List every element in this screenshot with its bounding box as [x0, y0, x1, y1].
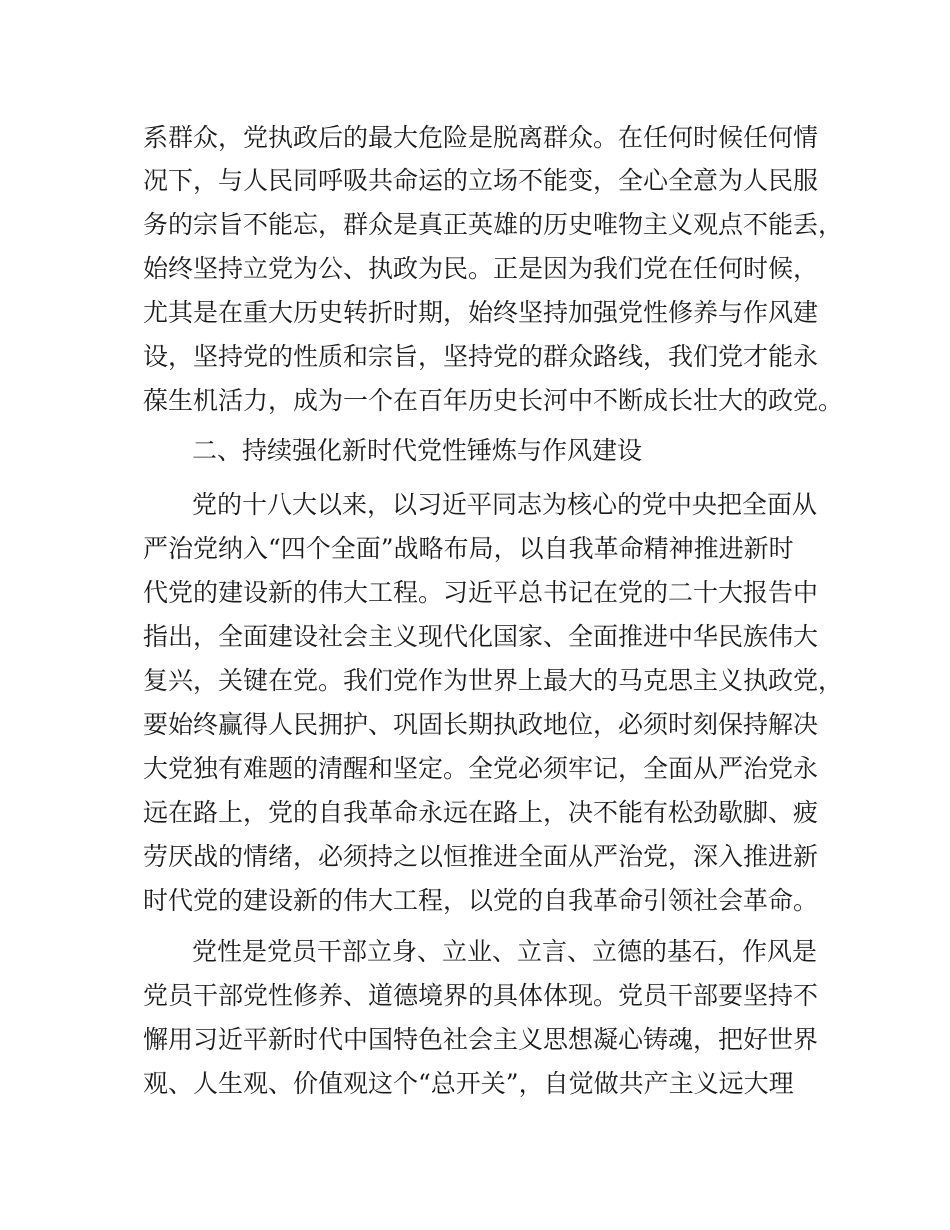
body-text-line: 远在路上，党的自我革命永远在路上，决不能有松劲歇脚、疲	[143, 798, 819, 827]
body-text-line: 大党独有难题的清醒和坚定。全党必须牢记，全面从严治党永	[143, 754, 819, 783]
body-text-line: 劳厌战的情绪，必须持之以恒推进全面从严治党，深入推进新	[143, 842, 819, 871]
body-text-line: 懈用习近平新时代中国特色社会主义思想凝心铸魂，把好世界	[143, 1025, 819, 1054]
body-text-line: 系群众，党执政后的最大危险是脱离群众。在任何时候任何情	[143, 123, 819, 152]
body-text-line: 党的十八大以来，以习近平同志为核心的党中央把全面从	[192, 490, 818, 519]
body-text-line: 葆生机活力，成为一个在百年历史长河中不断成长壮大的政党。	[143, 386, 844, 415]
body-text-line: 党性是党员干部立身、立业、立言、立德的基石，作风是	[192, 937, 818, 966]
body-text-line: 党员干部党性修养、道德境界的具体体现。党员干部要坚持不	[143, 981, 819, 1010]
body-text-line: 指出，全面建设社会主义现代化国家、全面推进中华民族伟大	[143, 622, 819, 651]
body-text-line: 始终坚持立党为公、执政为民。正是因为我们党在任何时候，	[143, 254, 819, 283]
section-heading: 二、持续强化新时代党性锤炼与作风建设	[192, 436, 643, 465]
body-text-line: 观、人生观、价值观这个“总开关”，自觉做共产主义远大理	[143, 1069, 794, 1098]
body-text-line: 设，坚持党的性质和宗旨，坚持党的群众路线，我们党才能永	[143, 342, 819, 371]
body-text-line: 况下，与人民同呼吸共命运的立场不能变，全心全意为人民服	[143, 166, 819, 195]
body-text-line: 时代党的建设新的伟大工程，以党的自我革命引领社会革命。	[143, 886, 819, 915]
body-text-line: 尤其是在重大历史转折时期，始终坚持加强党性修养与作风建	[143, 298, 819, 327]
body-text-line: 代党的建设新的伟大工程。习近平总书记在党的二十大报告中	[143, 578, 819, 607]
body-text-line: 要始终赢得人民拥护、巩固长期执政地位，必须时刻保持解决	[143, 710, 819, 739]
body-text-line: 复兴，关键在党。我们党作为世界上最大的马克思主义执政党，	[143, 666, 844, 695]
body-text-line: 务的宗旨不能忘，群众是真正英雄的历史唯物主义观点不能丢，	[143, 210, 844, 239]
body-text-line: 严治党纳入“四个全面”战略布局，以自我革命精神推进新时	[143, 534, 794, 563]
